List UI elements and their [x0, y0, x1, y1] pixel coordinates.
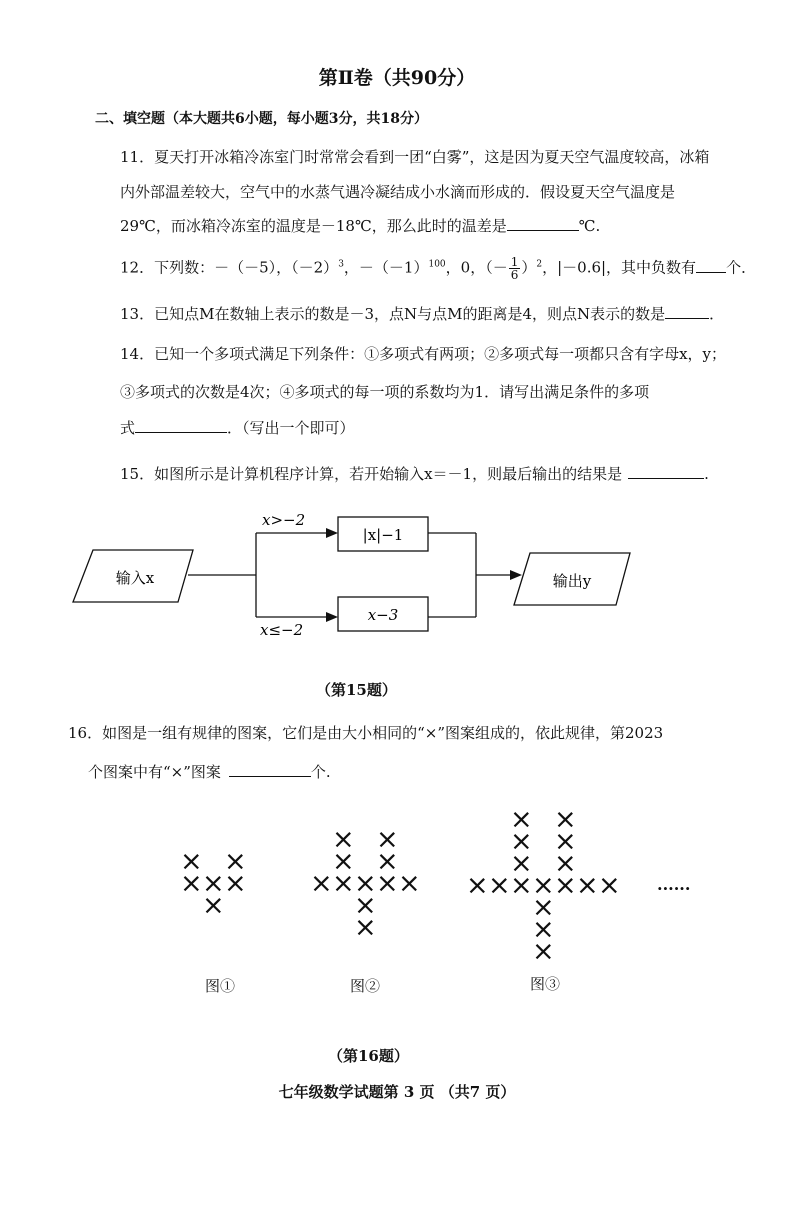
footer-page-number: 七年级数学试题第 3 页 （共7 页） — [278, 1083, 516, 1101]
q11-line3-text: 29℃，而冰箱冷冻室的温度是－18℃，那么此时的温差是 — [120, 217, 507, 235]
q16-line2 — [88, 761, 331, 782]
cross-mark: × — [332, 868, 355, 899]
cross-mark: × — [510, 826, 533, 857]
q11-line1: 11．夏天打开冰箱冷冻室门时常常会看到一团“白雾”，这是因为夏天空气温度较高，冰箱 — [120, 148, 710, 166]
cross-mark: × — [224, 846, 247, 877]
cond-bottom-label: x≤−2 — [260, 621, 304, 639]
cross-mark: × — [332, 846, 355, 877]
q11-line2: 内外部温差较大，空气中的水蒸气遇冷凝结成小水滴而形成的．假设夏天空气温度是 — [120, 183, 676, 201]
q16-line2-end: 个. — [310, 763, 331, 781]
q12-text-c: ，0，（－ — [445, 258, 508, 277]
cross-mark: × — [576, 870, 599, 901]
pattern-label-3: 图③ — [530, 975, 561, 993]
q15-flowchart — [0, 495, 794, 655]
q12-text-f: 个． — [726, 258, 757, 277]
cross-mark: × — [310, 868, 333, 899]
q13-text: 13．已知点M在数轴上表示的数是－3，点N与点M的距离是4，则点N表示的数是 — [120, 305, 666, 323]
arrowhead-bottom — [326, 612, 338, 622]
page-title: 第Ⅱ卷（共90分） — [318, 67, 476, 89]
q12-text-d: ） — [521, 258, 537, 277]
q14-answer-blank[interactable] — [135, 418, 227, 433]
cross-mark: × — [598, 870, 621, 901]
cross-mark: × — [510, 848, 533, 879]
q12-exp2: 2 — [536, 259, 543, 270]
pattern-label-1: 图① — [205, 977, 236, 995]
q11-line3-end: ℃. — [578, 217, 601, 235]
q12-exp100: 100 — [428, 259, 446, 270]
q12-exp3: 3 — [338, 259, 344, 270]
q13-line — [120, 303, 724, 324]
q14-line3-end: ．（写出一个即可） — [227, 419, 355, 437]
op-bottom-label: x−3 — [367, 606, 399, 624]
q15-text: 15．如图所示是计算机程序计算，若开始输入x＝－1，则最后输出的结果是 — [120, 465, 623, 483]
q14-line2: ③多项式的次数是4次；④多项式的每一项的系数均为1．请写出满足条件的多项 — [120, 383, 650, 401]
q12-text-a: 12．下列数：－（－5），（－2） — [120, 258, 339, 277]
cross-mark: × — [376, 868, 399, 899]
op-top-label: |x|−1 — [362, 526, 404, 544]
q12-answer-blank[interactable] — [696, 258, 726, 273]
q15-line — [120, 463, 709, 484]
cross-mark: × — [488, 870, 511, 901]
cross-mark: × — [554, 804, 577, 835]
cross-mark: × — [354, 912, 377, 943]
q13-answer-blank[interactable] — [665, 304, 709, 319]
q14-line3-text: 式 — [120, 419, 136, 437]
q11-answer-blank[interactable] — [507, 216, 579, 231]
q16-answer-blank[interactable] — [229, 762, 311, 777]
cross-mark: × — [202, 868, 225, 899]
cross-mark: × — [466, 870, 489, 901]
cross-mark: × — [398, 868, 421, 899]
cross-mark: × — [532, 936, 555, 967]
cross-mark: × — [376, 824, 399, 855]
q16-caption: （第16题） — [328, 1047, 409, 1065]
arrowhead-output — [510, 570, 522, 580]
cross-mark: × — [180, 846, 203, 877]
cross-mark: × — [554, 848, 577, 879]
q16-line2-text: 个图案中有“×”图案 — [88, 763, 221, 781]
pattern-label-2: 图② — [350, 977, 381, 995]
q15-caption: （第15题） — [316, 681, 397, 699]
q12-fraction — [509, 256, 521, 281]
pattern-ellipsis: ...... — [657, 875, 691, 894]
q12-frac-num: 1 — [510, 255, 519, 269]
q12-line — [120, 256, 756, 281]
cross-mark: × — [554, 826, 577, 857]
q14-line1: 14．已知一个多项式满足下列条件：①多项式有两项；②多项式每一项都只含有字母x，y； — [120, 345, 727, 363]
arrowhead-top — [326, 528, 338, 538]
cross-mark: × — [354, 868, 377, 899]
q12-frac-den: 6 — [510, 268, 519, 282]
cross-mark: × — [554, 870, 577, 901]
cond-top-label: x>−2 — [262, 511, 306, 529]
cross-mark: × — [180, 868, 203, 899]
cross-mark: × — [532, 914, 555, 945]
output-label: 输出y — [552, 572, 592, 590]
q12-text-b: ，－（－1） — [343, 258, 429, 277]
cross-mark: × — [532, 870, 555, 901]
cross-mark: × — [332, 824, 355, 855]
q12-text-e: ，|－0.6|，其中负数有 — [542, 258, 697, 277]
cross-mark: × — [224, 868, 247, 899]
cross-mark: × — [354, 890, 377, 921]
input-label: 输入x — [115, 569, 155, 587]
cross-mark: × — [376, 846, 399, 877]
q16-line1: 16．如图是一组有规律的图案，它们是由大小相同的“×”图案组成的，依此规律，第2023 — [68, 724, 664, 742]
q13-end: ． — [709, 305, 725, 323]
cross-mark: × — [532, 892, 555, 923]
section-heading: 二、填空题（本大题共6小题，每小题3分，共18分） — [95, 111, 428, 127]
q15-end: . — [704, 465, 709, 483]
cross-mark: × — [510, 804, 533, 835]
q14-line3 — [120, 417, 355, 438]
cross-mark: × — [202, 890, 225, 921]
q15-answer-blank[interactable] — [628, 464, 704, 479]
cross-mark: × — [510, 870, 533, 901]
q11-line3 — [120, 215, 600, 236]
